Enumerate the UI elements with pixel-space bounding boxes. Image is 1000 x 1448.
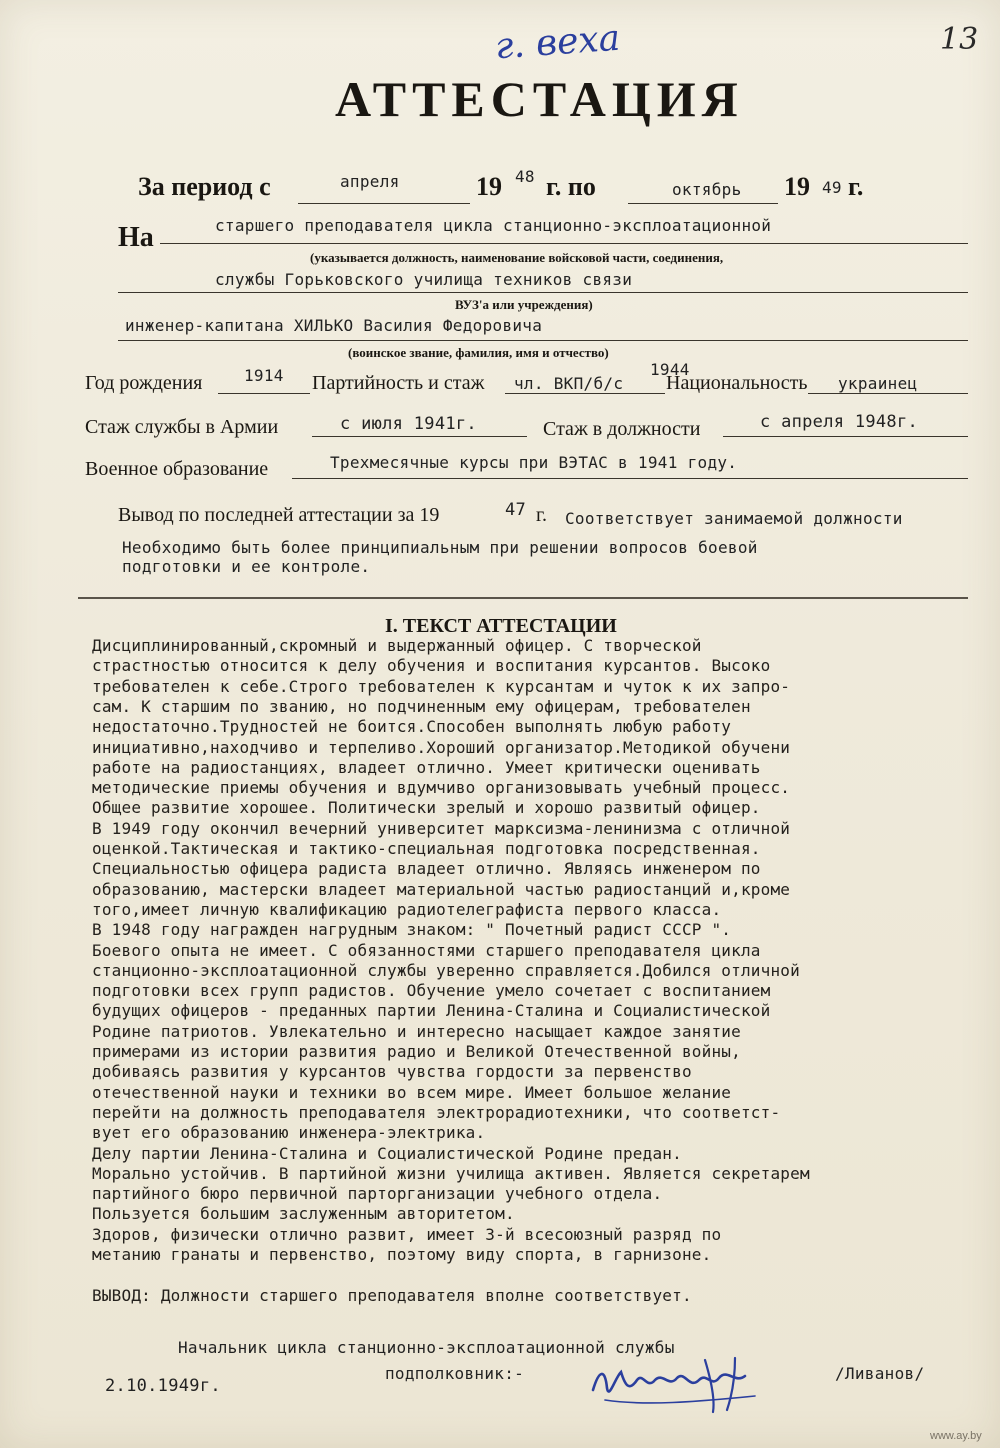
handwritten-margin-note: г. веха <box>493 17 622 68</box>
period-from-year: 48 <box>515 167 535 186</box>
last-attestation-year: 47 <box>505 500 527 520</box>
na-position-line1: старшего преподавателя цикла станционно-эксплоатационной <box>215 216 772 235</box>
section-title: I. ТЕКСТ АТТЕСТАЦИИ <box>385 615 617 637</box>
body-text-line: инициативно,находчиво и терпеливо.Хороший организатор.Методикой обучени <box>92 737 791 757</box>
body-text-line: сам. К старшим по званию, но подчиненным ему офицерам, требователен <box>92 696 751 716</box>
nationality-value: украинец <box>838 374 918 393</box>
period-label: За период с <box>138 172 271 201</box>
signature-rank: подполковник:- <box>385 1364 525 1383</box>
body-text-line: недостаточно.Трудностей не боится.Способен выполнять любую работу <box>92 717 732 737</box>
body-text-line: добиваясь развития у курсантов чувства гордости за первенство <box>92 1062 692 1082</box>
period-from-month: апреля <box>340 172 400 191</box>
education-value: Трехмесячные курсы при ВЭТАС в 1941 году. <box>330 453 738 472</box>
last-attestation-label: Вывод по последней аттестации за 19 <box>118 504 440 526</box>
birth-year: 1914 <box>244 366 284 385</box>
position-service-label: Стаж в должности <box>543 418 701 440</box>
body-text-line: страстностью относится к делу обучения и воспитания курсантов. Высоко <box>92 656 771 676</box>
army-service-label: Стаж службы в Армии <box>85 416 279 438</box>
body-text-line: подготовки всех групп радистов. Обучение умело сочетает с воспитанием <box>92 981 771 1001</box>
body-text-line: Морально устойчив. В партийной жизни училища активен. Является секретарем <box>92 1163 810 1183</box>
document-title: АТТЕСТАЦИЯ <box>335 71 744 127</box>
period-year-prefix-2: 19 <box>784 172 810 201</box>
body-text-line: перейти на должность преподавателя электрорадиотехники, что соответст- <box>92 1102 781 1122</box>
body-text-line: Дисциплинированный,скромный и выдержанный офицер. С творческой <box>92 636 702 655</box>
birth-label: Год рождения <box>85 372 203 394</box>
handwritten-signature <box>585 1350 770 1420</box>
party-value: чл. ВКП/б/с <box>514 374 624 393</box>
body-text-line: В 1949 году окончил вечерний университет марксизма-ленинизма с отличной <box>92 818 791 838</box>
body-text-line: будущих офицеров - преданных партии Ленина-Сталина и Социалистической <box>92 1001 771 1021</box>
body-text-line: Здоров, физически отлично развит, имеет 3-й всесоюзный разряд по <box>92 1224 722 1244</box>
last-attestation-text3: подготовки и ее контроле. <box>122 557 371 576</box>
na-caption1: (указывается должность, наименование войсковой части, соединения, <box>310 250 724 265</box>
na-position-line2: службы Горьковского училища техников связи <box>215 270 633 289</box>
period-year-prefix-1: 19 <box>476 172 502 201</box>
body-text-line: того,имеет личную квалификацию радиотелеграфиста первого класса. <box>92 899 722 919</box>
body-text-line: Специальностью офицера радиста владеет отлично. Являясь инженером по <box>92 859 761 879</box>
body-text-line: Общее развитие хорошее. Политически зрелый и хорошо развитый офицер. <box>92 798 761 818</box>
period-mid-label: г. по <box>546 172 596 201</box>
watermark: www.ay.by <box>930 1430 982 1442</box>
body-text-line: требователен к себе.Строго требователен к курсантам и чуток к их запро- <box>92 676 791 696</box>
na-caption2: ВУЗ'а или учреждения) <box>455 297 593 312</box>
body-text-line: В 1948 году награжден нагрудным знаком: " Почетный радист СССР ". <box>92 920 732 940</box>
last-attestation-text2: Необходимо быть более принципиальным при решении вопросов боевой <box>122 538 758 557</box>
section-divider <box>78 597 968 599</box>
page-number: 13 <box>940 22 979 57</box>
party-label: Партийность и стаж <box>312 372 485 394</box>
na-label: На <box>118 222 154 253</box>
body-text-line: Делу партии Ленина-Сталина и Социалистической Родине предан. <box>92 1143 682 1163</box>
period-to-year: 49 <box>822 178 842 197</box>
body-text-line: работе на радиостанциях, владеет отлично. Умеет критически оценивать <box>92 757 761 777</box>
body-text-line: ВЫВОД: Должности старшего преподавателя вполне соответствует. <box>92 1285 692 1305</box>
body-text-line: Родине патриотов. Увлекательно и интересно насыщает каждое занятие <box>92 1021 741 1041</box>
period-end-label: г. <box>848 172 864 201</box>
party-year: 1944 <box>650 360 690 379</box>
education-label: Военное образование <box>85 458 269 480</box>
body-text-line: партийного бюро первичной парторганизации учебного отдела. <box>92 1184 663 1204</box>
body-text-line: оценкой.Тактическая и тактико-специальная подготовка посредственная. <box>92 839 761 858</box>
body-text-line: примерами из истории развития радио и Великой Отечественной войны, <box>92 1042 741 1061</box>
body-text-line: вует его образованию инженера-электрика. <box>92 1123 486 1143</box>
signature-date: 2.10.1949г. <box>105 1376 221 1396</box>
body-text-line: Боевого опыта не имеет. С обязанностями старшего преподавателя цикла <box>92 940 761 960</box>
period-to-month: октябрь <box>672 180 742 199</box>
last-attestation-text1: Соответствует занимаемой должности <box>565 509 903 528</box>
body-text-line: Пользуется большим заслуженным авторитетом. <box>92 1204 515 1224</box>
body-text-line: отечественной науки и техники во всем мире. Имеет большое желание <box>92 1082 732 1102</box>
position-service-value: с апреля 1948г. <box>760 412 919 432</box>
nationality-label: Национальность <box>666 372 808 394</box>
body-text-line: станционно-эксплоатационной службы уверенно справляется.Добился отличной <box>92 960 800 980</box>
body-text-line: методические приемы обучения и вдумчиво организовывать учебный процесс. <box>92 778 791 798</box>
signature-position: Начальник цикла станционно-эксплоатационной службы <box>178 1338 675 1357</box>
na-caption3: (воинское звание, фамилия, имя и отчество) <box>348 345 609 360</box>
body-text-line: метанию гранаты и первенство, поэтому виду спорта, в гарнизоне. <box>92 1245 712 1264</box>
body-text-line: образованию, мастерски владеет материальной частью радиостанций и,кроме <box>92 879 791 899</box>
last-attestation-year-end: г. <box>536 504 547 526</box>
army-service-value: с июля 1941г. <box>340 414 477 434</box>
signature-name: /Ливанов/ <box>835 1364 925 1383</box>
na-officer-name: инженер-капитана ХИЛЬКО Василия Федоровича <box>125 316 543 335</box>
